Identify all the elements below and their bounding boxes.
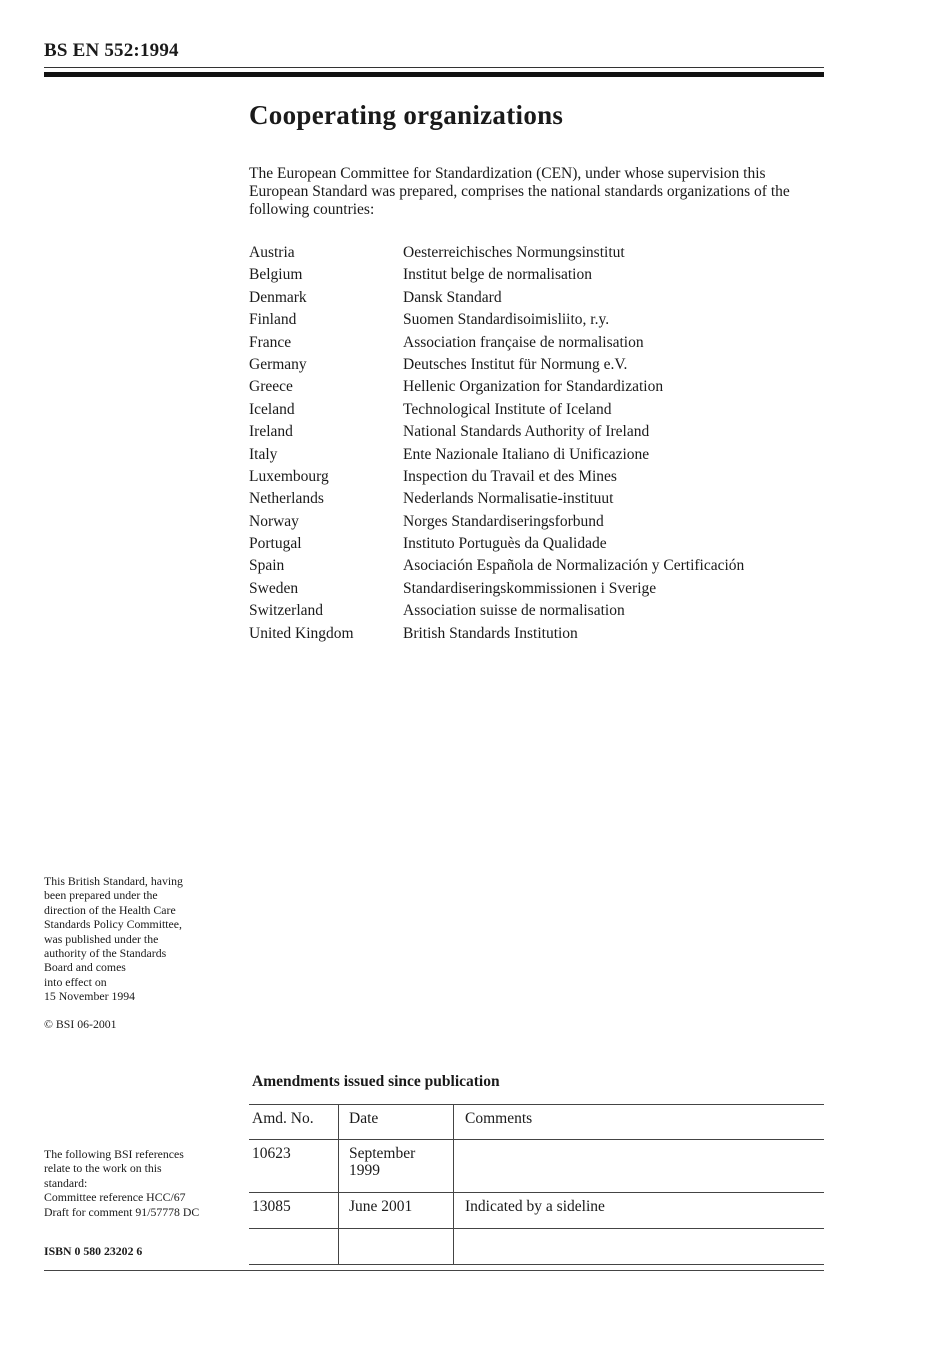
isbn: ISBN 0 580 23202 6 <box>44 1244 143 1258</box>
standards-body: Standardiseringskommissionen i Sverige <box>403 579 657 597</box>
organization-row <box>249 579 827 601</box>
amendments-heading: Amendments issued since publication <box>252 1073 500 1090</box>
table-header-row <box>249 1105 824 1140</box>
amd-no-cell: 10623 <box>249 1140 339 1193</box>
standards-body: Association française de normalisation <box>403 333 644 351</box>
country-name: United Kingdom <box>249 624 354 642</box>
organization-row <box>249 243 827 265</box>
copyright-notice: © BSI 06-2001 <box>44 1017 117 1031</box>
organization-row <box>249 467 827 489</box>
organization-row <box>249 534 827 556</box>
standards-body: Ente Nazionale Italiano di Unificazione <box>403 445 650 463</box>
country-name: Iceland <box>249 400 295 418</box>
organization-row <box>249 556 827 578</box>
organization-row <box>249 445 827 467</box>
date-line: June 2001 <box>349 1198 413 1215</box>
organization-row <box>249 400 827 422</box>
standards-body: Oesterreichisches Normungsinstitut <box>403 244 625 261</box>
date-line: 1999 <box>349 1162 380 1179</box>
country-name: Netherlands <box>249 490 324 508</box>
header-rule-thick <box>44 72 824 77</box>
publication-note <box>44 874 244 1004</box>
comments-cell <box>454 1229 825 1265</box>
publication-note-line: been prepared under the <box>44 888 158 903</box>
country-name: Portugal <box>249 535 302 553</box>
document-code: BS EN 552:1994 <box>44 40 179 61</box>
standards-body: Nederlands Normalisatie-instituut <box>403 490 614 508</box>
country-name: Sweden <box>249 579 299 597</box>
country-name: Spain <box>249 557 285 575</box>
country-name: Finland <box>249 311 297 329</box>
standards-body: Dansk Standard <box>403 288 502 306</box>
comments-cell: Indicated by a sideline <box>454 1193 825 1229</box>
publication-note-line: 15 November 1994 <box>44 989 136 1004</box>
amendments-table <box>249 1104 824 1265</box>
standards-body: Hellenic Organization for Standardization <box>403 378 664 396</box>
date-cell <box>339 1229 454 1265</box>
standards-body: Inspection du Travail et des Mines <box>403 467 617 485</box>
organization-row <box>249 377 827 399</box>
country-name: Belgium <box>249 266 303 284</box>
reference-line: The following BSI references <box>44 1147 184 1161</box>
country-name: Ireland <box>249 423 293 441</box>
publication-note-line: was published under the <box>44 931 159 946</box>
organization-row <box>249 624 827 646</box>
reference-line: relate to the work on this <box>44 1161 162 1176</box>
publication-note-line: authority of the Standards <box>44 946 167 961</box>
country-name: Austria <box>249 244 295 261</box>
publication-note-line: Standards Policy Committee, <box>44 917 182 932</box>
table-row <box>249 1229 824 1265</box>
organization-row <box>249 265 827 287</box>
country-name: France <box>249 333 292 351</box>
column-header-comments: Comments <box>454 1105 825 1140</box>
amd-no-cell: 13085 <box>249 1193 339 1229</box>
reference-line: Draft for comment 91/57778 DC <box>44 1204 200 1219</box>
page-title: Cooperating organizations <box>249 100 564 130</box>
organization-row <box>249 355 827 377</box>
country-name: Greece <box>249 378 293 396</box>
standards-body: Suomen Standardisoimisliito, r.y. <box>403 311 610 329</box>
standards-body: British Standards Institution <box>403 624 578 642</box>
column-header-amd-no: Amd. No. <box>249 1105 339 1140</box>
date-cell <box>339 1193 454 1229</box>
reference-line: standard: <box>44 1175 88 1190</box>
table-row <box>249 1140 824 1193</box>
publication-note-line: direction of the Health Care <box>44 902 176 917</box>
organization-row <box>249 601 827 623</box>
country-name: Luxembourg <box>249 467 329 485</box>
date-cell <box>339 1140 454 1193</box>
bsi-references-note <box>44 1147 244 1219</box>
date-line: September <box>349 1145 416 1162</box>
header-rule-thin <box>44 67 824 68</box>
standards-body: National Standards Authority of Ireland <box>403 423 650 441</box>
country-name: Switzerland <box>249 602 324 620</box>
organization-row <box>249 333 827 355</box>
publication-note-line: This British Standard, having <box>44 874 183 888</box>
comments-cell <box>454 1140 825 1193</box>
standards-body: Institut belge de normalisation <box>403 266 592 284</box>
standards-body: Deutsches Institut für Normung e.V. <box>403 355 628 373</box>
table-row <box>249 1193 824 1229</box>
column-header-date: Date <box>339 1105 454 1140</box>
standards-body: Association suisse de normalisation <box>403 602 625 620</box>
amd-no-cell <box>249 1229 339 1265</box>
standards-body: Instituto Portuguès da Qualidade <box>403 535 607 553</box>
organization-row <box>249 422 827 444</box>
country-name: Germany <box>249 355 307 373</box>
standards-body: Asociación Española de Normalización y Certificación <box>403 557 745 575</box>
standards-body: Technological Institute of Iceland <box>403 400 612 418</box>
organization-row <box>249 310 827 332</box>
footer-rule <box>44 1270 824 1271</box>
publication-note-line: into effect on <box>44 974 107 989</box>
publication-note-line: Board and comes <box>44 960 126 975</box>
reference-line: Committee reference HCC/67 <box>44 1190 186 1205</box>
organization-row <box>249 288 827 310</box>
standards-body: Norges Standardiseringsforbund <box>403 512 604 530</box>
intro-paragraph: The European Committee for Standardization (CEN), under whose supervision this European Standard was prepared, comprises the national standards organizations of the following countries: <box>249 165 790 218</box>
organization-row <box>249 512 827 534</box>
country-name: Norway <box>249 512 299 530</box>
country-name: Denmark <box>249 288 307 306</box>
organization-row <box>249 489 827 511</box>
country-name: Italy <box>249 445 278 463</box>
organization-list <box>249 243 827 646</box>
